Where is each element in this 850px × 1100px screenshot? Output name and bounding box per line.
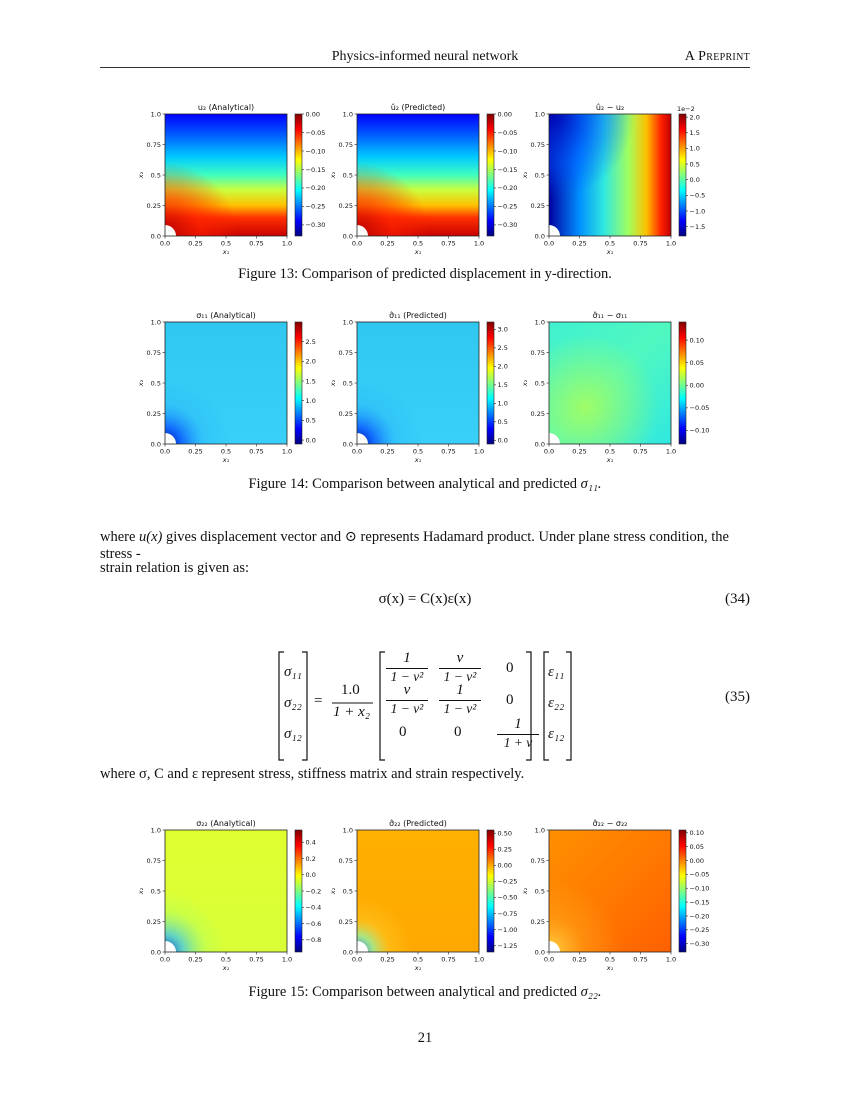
matrix-fraction-denominator: 1 − ν² [443, 669, 477, 684]
x-tick-label: 0.5 [412, 955, 424, 964]
y-tick-label: 0.0 [534, 232, 545, 241]
figure-14-caption-symbol: σ₁₁. [580, 476, 602, 492]
matrix-fraction-numerator: 1 [456, 682, 464, 698]
y-tick-label: 0.25 [338, 409, 353, 418]
x-tick-label: 0.75 [633, 447, 648, 456]
heatmap-panel-3 [521, 818, 709, 972]
colorbar-tick-label: −0.05 [689, 870, 710, 879]
y-axis-label: x₂ [521, 171, 529, 179]
x-tick-label: 1.0 [473, 447, 485, 456]
y-tick-label: 0.5 [150, 887, 161, 896]
colorbar-tick-label: −0.20 [497, 184, 518, 193]
x-tick-label: 0.5 [604, 955, 616, 964]
matrix-fraction-denominator: 1 + ν [503, 735, 533, 750]
colorbar [679, 114, 686, 236]
colorbar-tick-label: −0.25 [497, 202, 518, 211]
x-tick-label: 0.5 [412, 447, 424, 456]
y-tick-label: 1.0 [150, 110, 161, 119]
y-tick-label: 0.0 [150, 440, 161, 449]
x-tick-label: 0.0 [351, 447, 363, 456]
y-axis-label: x₂ [137, 379, 145, 387]
y-tick-label: 0.75 [338, 140, 353, 149]
x-tick-label: 0.5 [412, 239, 424, 248]
colorbar [295, 830, 302, 952]
colorbar-tick-label: −0.15 [305, 165, 326, 174]
x-tick-label: 0.75 [441, 447, 456, 456]
heatmap-overlay [357, 114, 479, 236]
y-tick-label: 1.0 [534, 318, 545, 327]
x-tick-label: 0.25 [188, 447, 203, 456]
rhs-entry: ε₁₁ [548, 664, 565, 680]
y-tick-label: 0.25 [146, 409, 161, 418]
x-tick-label: 1.0 [473, 955, 485, 964]
y-tick-label: 1.0 [150, 318, 161, 327]
colorbar-tick-label: 0.0 [305, 871, 316, 880]
colorbar-tick-label: 0.10 [689, 829, 704, 838]
colorbar-tick-label: −0.75 [497, 909, 518, 918]
x-tick-label: 0.25 [572, 955, 587, 964]
x-tick-label: 1.0 [281, 955, 293, 964]
colorbar-tick-label: 1.5 [497, 381, 508, 390]
colorbar-offset-label: 1e−2 [677, 105, 695, 113]
colorbar-tick-label: −0.10 [689, 884, 710, 893]
colorbar-tick-label: −0.15 [497, 165, 518, 174]
colorbar-tick-label: −0.05 [497, 128, 518, 137]
x-tick-label: 0.25 [380, 955, 395, 964]
colorbar-tick-label: 0.05 [689, 842, 704, 851]
colorbar-tick-label: −0.30 [689, 939, 710, 948]
figure-15 [0, 814, 850, 976]
y-tick-label: 0.5 [342, 887, 353, 896]
heatmap-panel-1 [137, 103, 325, 256]
colorbar-tick-label: 1.0 [305, 397, 316, 406]
running-header [100, 47, 750, 68]
colorbar-tick-label: −0.15 [689, 898, 710, 907]
colorbar-tick-label: −0.20 [689, 912, 710, 921]
colorbar-tick-label: −0.6 [305, 919, 322, 928]
heatmap-overlay [357, 322, 479, 444]
x-tick-label: 0.0 [159, 447, 171, 456]
matrix-fraction-numerator: ν [403, 682, 411, 698]
colorbar-tick-label: 1.5 [689, 129, 700, 138]
running-tag: A Preprint [684, 49, 750, 64]
x-tick-label: 0.0 [351, 955, 363, 964]
y-tick-label: 0.5 [342, 171, 353, 180]
heatmap-panel-2 [329, 818, 517, 972]
heatmap-panel-3 [521, 310, 709, 464]
x-tick-label: 0.5 [220, 447, 232, 456]
x-tick-label: 0.75 [633, 239, 648, 248]
colorbar-tick-label: −0.30 [497, 221, 518, 230]
paragraph-1-b: u(x) [139, 529, 163, 545]
colorbar-tick-label: 2.5 [497, 344, 508, 353]
y-axis-label: x₂ [329, 171, 337, 179]
colorbar-tick-label: 0.00 [305, 110, 320, 119]
x-tick-label: 1.0 [665, 239, 677, 248]
y-tick-label: 1.0 [342, 318, 353, 327]
matrix-zero: 0 [399, 724, 407, 740]
y-tick-label: 0.25 [146, 201, 161, 210]
colorbar-tick-label: 0.4 [305, 838, 316, 847]
colorbar-tick-label: 0.2 [305, 854, 316, 863]
y-tick-label: 0.0 [150, 232, 161, 241]
x-tick-label: 0.25 [188, 955, 203, 964]
y-tick-label: 0.25 [530, 409, 545, 418]
matrix-fraction-numerator: 1 [514, 716, 522, 732]
colorbar-tick-label: 0.00 [689, 856, 704, 865]
x-tick-label: 0.0 [351, 239, 363, 248]
colorbar [295, 322, 302, 444]
panel-title: σ̂₂₂ (Predicted) [389, 819, 447, 828]
figure-15-caption-symbol: σ₂₂. [580, 984, 602, 1000]
heatmap-overlay [165, 114, 287, 236]
y-tick-label: 0.0 [150, 948, 161, 957]
colorbar-tick-label: −0.5 [689, 191, 706, 200]
x-tick-label: 0.5 [604, 447, 616, 456]
y-tick-label: 0.75 [338, 348, 353, 357]
heatmap-panel-1 [137, 311, 316, 464]
y-tick-label: 0.0 [342, 232, 353, 241]
colorbar-tick-label: 3.0 [497, 325, 508, 334]
heatmap-panel-2 [329, 103, 517, 256]
panel-title: σ̂₁₁ (Predicted) [389, 311, 447, 320]
x-tick-label: 0.75 [633, 955, 648, 964]
x-tick-label: 1.0 [281, 239, 293, 248]
colorbar-tick-label: 2.0 [689, 113, 700, 122]
x-tick-label: 0.25 [572, 447, 587, 456]
colorbar-tick-label: −0.10 [305, 147, 326, 156]
y-tick-label: 1.0 [150, 826, 161, 835]
coefficient-denominator: 1 + x₂ [333, 704, 370, 720]
y-tick-label: 0.5 [342, 379, 353, 388]
x-tick-label: 0.0 [543, 239, 555, 248]
heatmap-overlay [165, 322, 287, 444]
x-tick-label: 0.25 [572, 239, 587, 248]
matrix-fraction-denominator: 1 − ν² [443, 701, 477, 716]
heatmap-overlay [549, 830, 671, 952]
colorbar [295, 114, 302, 236]
colorbar-tick-label: −1.0 [689, 207, 706, 216]
x-tick-label: 0.5 [220, 955, 232, 964]
figure-13-plots [0, 98, 850, 260]
y-tick-label: 0.25 [530, 917, 545, 926]
x-tick-label: 1.0 [473, 239, 485, 248]
colorbar-tick-label: −0.05 [305, 128, 326, 137]
colorbar-tick-label: 0.25 [497, 845, 512, 854]
y-axis-label: x₂ [137, 171, 145, 179]
y-tick-label: 0.75 [530, 856, 545, 865]
panel-title: σ̂₂₂ − σ₂₂ [592, 819, 628, 828]
x-tick-label: 0.75 [249, 447, 264, 456]
x-tick-label: 1.0 [665, 447, 677, 456]
colorbar-tick-label: 0.0 [497, 436, 508, 445]
colorbar-tick-label: 0.5 [689, 160, 700, 169]
x-tick-label: 0.75 [441, 955, 456, 964]
figure-14-plots [0, 306, 850, 468]
x-tick-label: 0.75 [441, 239, 456, 248]
x-axis-label: x₁ [222, 456, 230, 464]
panel-title: û₂ − u₂ [595, 103, 625, 112]
x-tick-label: 0.5 [604, 239, 616, 248]
x-axis-label: x₁ [222, 964, 230, 972]
y-tick-label: 0.5 [534, 379, 545, 388]
figure-15-caption [0, 984, 850, 1001]
heatmap-overlay [549, 322, 671, 444]
figure-14-caption-text: Figure 14: Comparison between analytical and predicted [248, 476, 581, 492]
y-tick-label: 0.25 [530, 201, 545, 210]
colorbar-tick-label: 0.00 [497, 110, 512, 119]
equation-35-number: (35) [725, 689, 750, 705]
colorbar-tick-label: −0.25 [305, 202, 326, 211]
colorbar-tick-label: −1.00 [497, 925, 518, 934]
x-tick-label: 0.25 [380, 447, 395, 456]
y-tick-label: 0.75 [530, 140, 545, 149]
y-axis-label: x₂ [521, 379, 529, 387]
colorbar-tick-label: 0.0 [305, 436, 316, 445]
panel-title: σ̂₁₁ − σ₁₁ [592, 311, 628, 320]
figure-14-caption [0, 476, 850, 493]
x-tick-label: 0.25 [188, 239, 203, 248]
colorbar-tick-label: 0.5 [497, 418, 508, 427]
x-axis-label: x₁ [414, 456, 422, 464]
colorbar-tick-label: −0.05 [689, 404, 710, 413]
heatmap-panel-1 [137, 819, 321, 972]
y-tick-label: 0.5 [534, 887, 545, 896]
paragraph-1-a: where [100, 529, 140, 545]
colorbar-tick-label: 0.00 [689, 381, 704, 390]
colorbar [487, 830, 494, 952]
y-tick-label: 0.0 [342, 440, 353, 449]
x-axis-label: x₁ [606, 248, 614, 256]
rhs-entry: ε₂₂ [548, 695, 565, 711]
colorbar-tick-label: −0.4 [305, 903, 322, 912]
x-axis-label: x₁ [606, 964, 614, 972]
x-tick-label: 0.0 [159, 239, 171, 248]
coefficient-numerator: 1.0 [341, 682, 360, 698]
colorbar [679, 830, 686, 952]
colorbar-tick-label: 2.0 [305, 357, 316, 366]
x-tick-label: 0.0 [159, 955, 171, 964]
colorbar-tick-label: −0.10 [497, 147, 518, 156]
y-tick-label: 1.0 [534, 110, 545, 119]
y-tick-label: 0.75 [146, 856, 161, 865]
lhs-entry: σ₁₁ [284, 664, 302, 680]
y-tick-label: 0.75 [338, 856, 353, 865]
y-tick-label: 0.0 [342, 948, 353, 957]
panel-title: σ₂₂ (Analytical) [196, 819, 256, 828]
y-tick-label: 0.5 [150, 171, 161, 180]
x-tick-label: 0.75 [249, 955, 264, 964]
colorbar-tick-label: −0.2 [305, 887, 322, 896]
colorbar-tick-label: 0.05 [689, 358, 704, 367]
matrix-fraction-numerator: ν [456, 650, 464, 666]
x-axis-label: x₁ [414, 248, 422, 256]
colorbar-tick-label: 1.0 [689, 144, 700, 153]
panel-title: u₂ (Analytical) [197, 103, 255, 112]
matrix-zero: 0 [506, 660, 514, 676]
running-title: Physics-informed neural network [331, 49, 519, 64]
equation-34 [100, 591, 750, 608]
colorbar-tick-label: 1.0 [497, 399, 508, 408]
figure-13 [0, 98, 850, 260]
rhs-entry: ε₁₂ [548, 726, 565, 742]
x-axis-label: x₁ [414, 964, 422, 972]
colorbar [487, 114, 494, 236]
equation-34-number: (34) [725, 591, 750, 607]
colorbar-tick-label: −0.8 [305, 936, 322, 945]
y-axis-label: x₂ [137, 887, 145, 895]
colorbar-tick-label: 0.0 [689, 175, 700, 184]
colorbar-tick-label: −0.25 [497, 877, 518, 886]
colorbar-tick-label: 2.0 [497, 362, 508, 371]
x-tick-label: 0.75 [249, 239, 264, 248]
x-tick-label: 0.0 [543, 447, 555, 456]
heatmap-panel-3 [521, 103, 705, 256]
y-tick-label: 1.0 [342, 826, 353, 835]
colorbar-tick-label: −0.50 [497, 893, 518, 902]
y-tick-label: 0.5 [150, 379, 161, 388]
heatmap-panel-2 [329, 310, 508, 464]
x-tick-label: 0.5 [220, 239, 232, 248]
y-tick-label: 1.0 [342, 110, 353, 119]
colorbar [487, 322, 494, 444]
lhs-entry: σ₂₂ [284, 695, 302, 711]
heatmap-overlay [357, 830, 479, 952]
figure-13-caption: Figure 13: Comparison of predicted displacement in y-direction. [238, 266, 612, 282]
heatmap-overlay [549, 114, 671, 236]
matrix-fraction-numerator: 1 [403, 650, 411, 666]
matrix-zero: 0 [506, 692, 514, 708]
figure-14 [0, 306, 850, 468]
figure-15-plots [0, 814, 850, 976]
x-tick-label: 0.25 [380, 239, 395, 248]
matrix-zero: 0 [454, 724, 462, 740]
heatmap-overlay [165, 830, 287, 952]
y-axis-label: x₂ [521, 887, 529, 895]
x-tick-label: 1.0 [281, 447, 293, 456]
equals-sign: = [314, 693, 323, 709]
paragraph-1-c: gives displacement vector and ⊙ represents Hadamard product. Under plane stress condition, the stress - [100, 529, 729, 562]
x-tick-label: 0.0 [543, 955, 555, 964]
y-tick-label: 0.75 [146, 348, 161, 357]
paragraph-2: strain relation is given as: [100, 560, 249, 576]
colorbar-tick-label: 0.50 [497, 829, 512, 838]
x-axis-label: x₁ [222, 248, 230, 256]
y-tick-label: 0.25 [338, 201, 353, 210]
colorbar-tick-label: −0.20 [305, 184, 326, 193]
y-tick-label: 0.0 [534, 440, 545, 449]
panel-title: û₂ (Predicted) [390, 103, 446, 112]
colorbar-tick-label: 2.5 [305, 337, 316, 346]
matrix-fraction-denominator: 1 − ν² [390, 669, 424, 684]
colorbar-tick-label: −0.25 [689, 926, 710, 935]
equation-34-body: σ(x) = C(x)ε(x) [378, 591, 472, 607]
lhs-entry: σ₁₂ [284, 726, 302, 742]
colorbar-tick-label: 0.5 [305, 416, 316, 425]
y-axis-label: x₂ [329, 379, 337, 387]
x-axis-label: x₁ [606, 456, 614, 464]
y-axis-label: x₂ [329, 887, 337, 895]
colorbar-tick-label: −0.30 [305, 221, 326, 230]
y-tick-label: 0.25 [146, 917, 161, 926]
colorbar [679, 322, 686, 444]
colorbar-tick-label: 0.00 [497, 861, 512, 870]
x-tick-label: 1.0 [665, 955, 677, 964]
y-tick-label: 0.0 [534, 948, 545, 957]
y-tick-label: 0.75 [530, 348, 545, 357]
page-number: 21 [417, 1030, 433, 1046]
panel-title: σ₁₁ (Analytical) [196, 311, 256, 320]
y-tick-label: 1.0 [534, 826, 545, 835]
colorbar-tick-label: −1.25 [497, 941, 518, 950]
colorbar-tick-label: 0.10 [689, 336, 704, 345]
colorbar-tick-label: −1.5 [689, 222, 706, 231]
colorbar-tick-label: 1.5 [305, 377, 316, 386]
matrix-fraction-denominator: 1 − ν² [390, 701, 424, 716]
paragraph-1 [100, 529, 750, 563]
colorbar-tick-label: −0.10 [689, 426, 710, 435]
paragraph-3: where σ, C and ε represent stress, stiffness matrix and strain respectively. [100, 766, 525, 782]
y-tick-label: 0.5 [534, 171, 545, 180]
y-tick-label: 0.25 [338, 917, 353, 926]
figure-15-caption-text: Figure 15: Comparison between analytical and predicted [248, 984, 581, 1000]
y-tick-label: 0.75 [146, 140, 161, 149]
